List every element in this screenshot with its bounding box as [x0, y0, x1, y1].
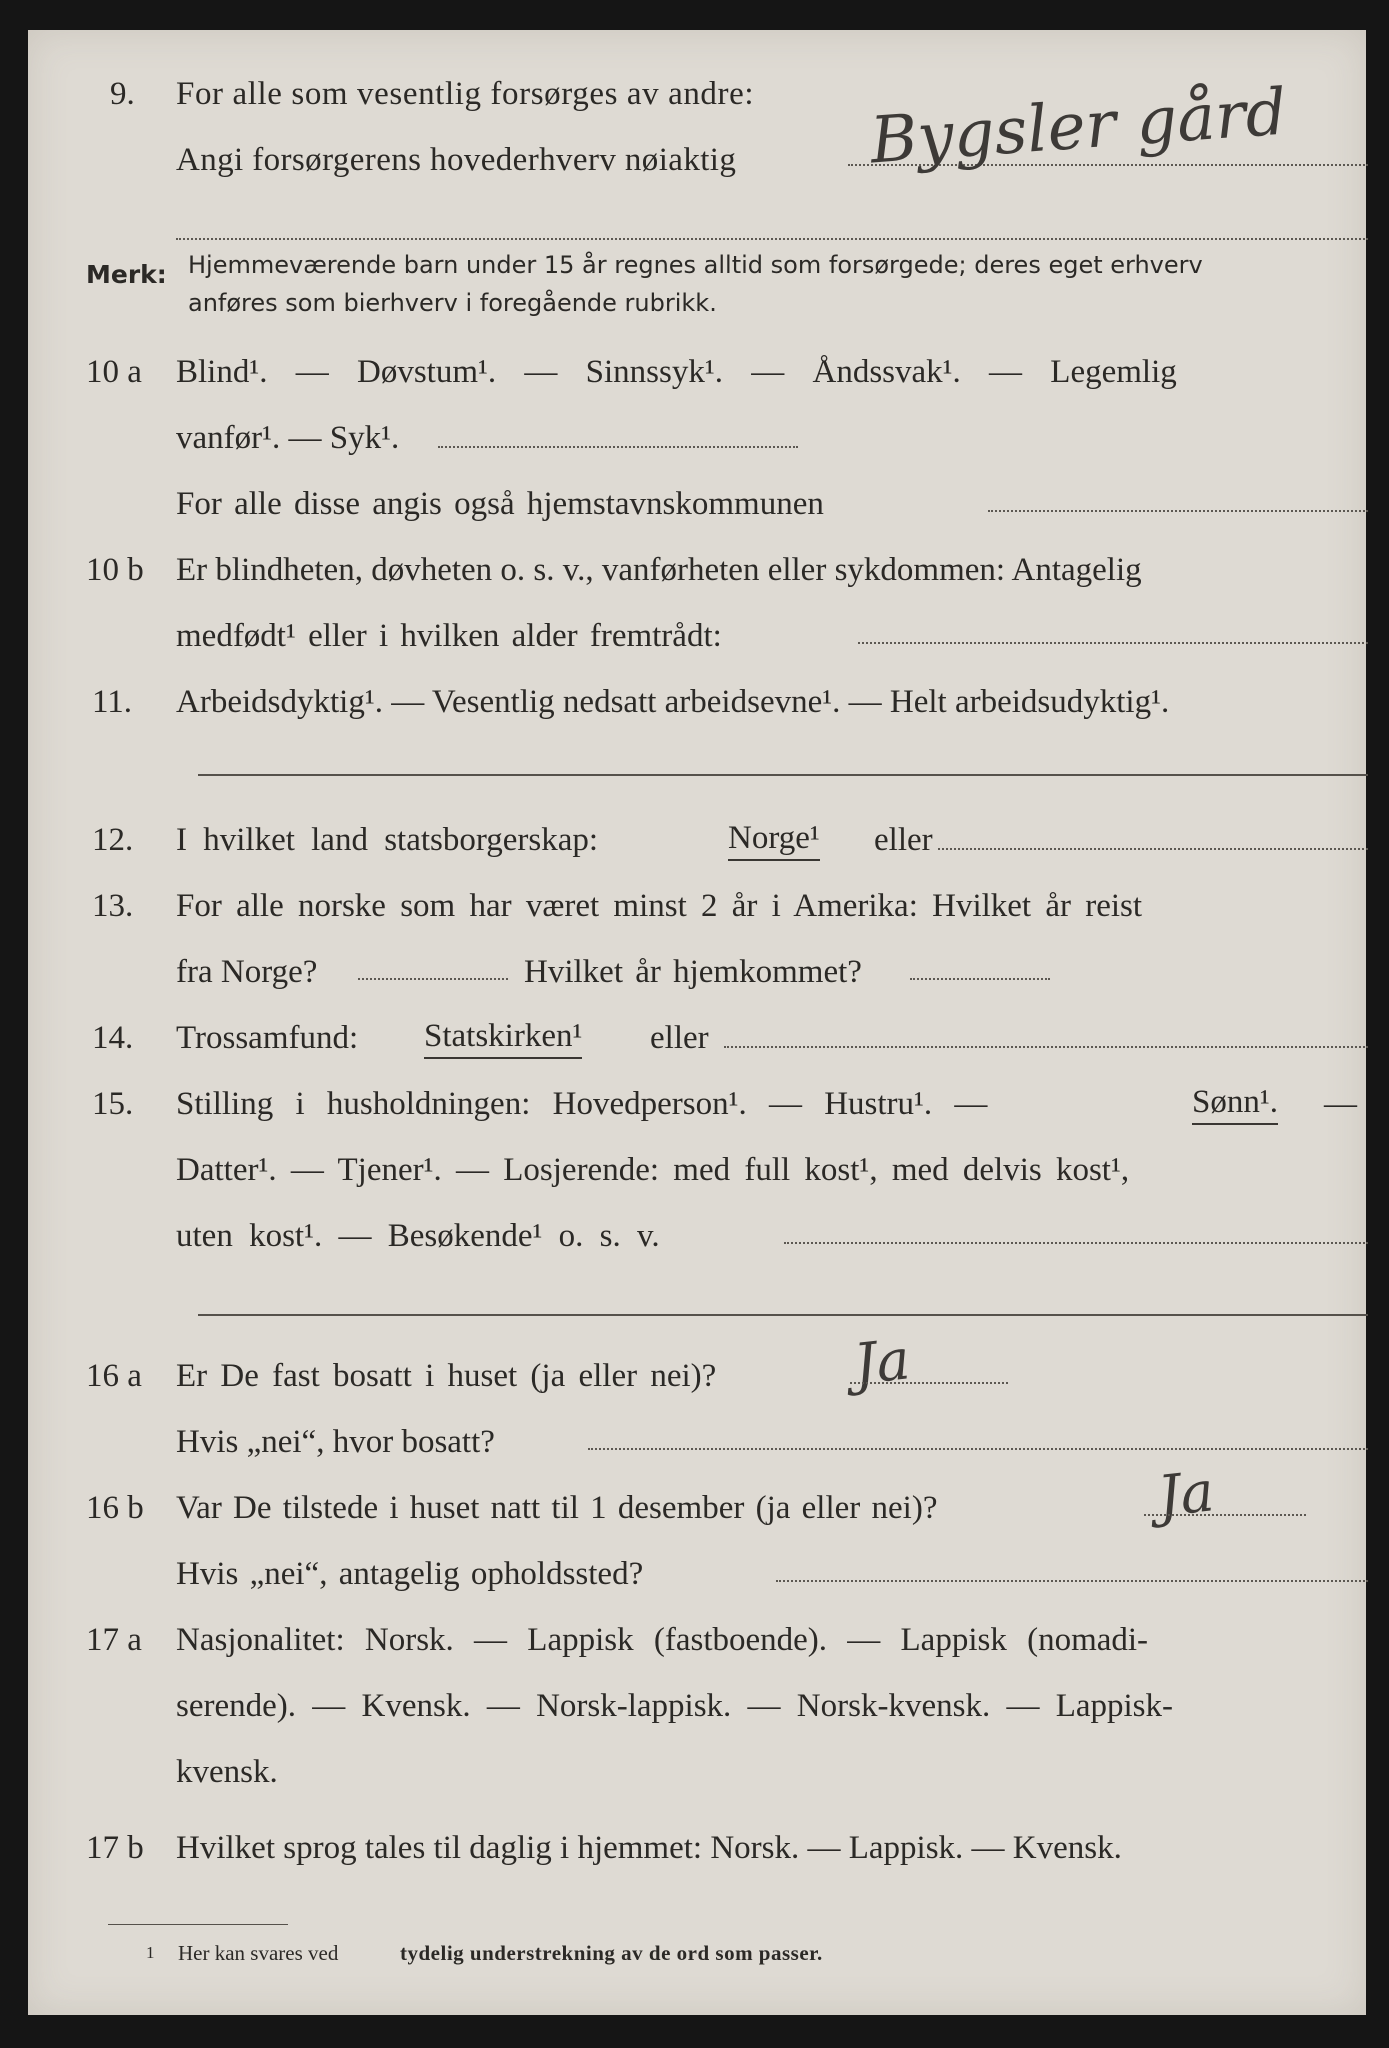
q12-option-norge: Norge¹: [728, 818, 820, 861]
q11-number: 11.: [92, 684, 133, 720]
q15-number: 15.: [92, 1086, 134, 1122]
q15-line1a: Stilling i husholdningen: Hovedperson¹. — Hustru¹. —: [176, 1086, 988, 1122]
census-form-page: [28, 30, 1366, 2015]
merk-line1: Hjemmeværende barn under 15 år regnes alltid som forsørgede; deres eget erhverv: [188, 251, 1203, 279]
merk-label: Merk:: [86, 260, 167, 289]
q15-answer-line: [784, 1242, 1368, 1244]
q16a-line2: Hvis „nei“, hvor bosatt?: [176, 1424, 495, 1460]
q17a-line3: kvensk.: [176, 1754, 278, 1790]
footnote-separator: [108, 1924, 288, 1925]
footnote-mark: 1: [146, 1943, 155, 1962]
q13-hjemkommet-line: [910, 978, 1050, 980]
q10b-number: 10 b: [86, 552, 144, 588]
q11-answer-line: [198, 774, 1368, 776]
q12-tail: eller: [874, 822, 933, 858]
q15-line3: uten kost¹. — Besøkende¹ o. s. v.: [176, 1218, 660, 1254]
q10b-line1: Er blindheten, døvheten o. s. v., vanførheten eller sykdommen: Antagelig: [176, 552, 1142, 588]
footnote-text-b: tydelig understrekning av de ord som passer.: [400, 1941, 823, 1965]
q16b-answer-line: [1144, 1514, 1306, 1516]
q16b-handwritten-answer: Ja: [1154, 1459, 1218, 1530]
q16a-line1: Er De fast bosatt i huset (ja eller nei)?: [176, 1358, 717, 1394]
q17b-number: 17 b: [86, 1830, 144, 1866]
q10a-line2: vanfør¹. — Syk¹.: [176, 420, 400, 456]
q10b-answer-line: [858, 642, 1368, 644]
q17a-number: 17 a: [86, 1622, 142, 1658]
q14-answer-line: [724, 1046, 1368, 1048]
q10b-line2: medfødt¹ eller i hvilken alder fremtrådt:: [176, 618, 722, 654]
q9-extra-line: [176, 238, 1368, 240]
q12-number: 12.: [92, 822, 134, 858]
q17a-line1: Nasjonalitet: Norsk. — Lappisk (fastboende). — Lappisk (nomadi-: [176, 1622, 1149, 1658]
q17a-line2: serende). — Kvensk. — Norsk-lappisk. — Norsk-kvensk. — Lappisk-: [176, 1688, 1174, 1724]
q16a-bosatt-line: [588, 1448, 1368, 1450]
q16b-line2: Hvis „nei“, antagelig opholdssted?: [176, 1556, 644, 1592]
q10a-line2-answer: [438, 446, 798, 448]
q16b-number: 16 b: [86, 1490, 144, 1526]
q12-answer-line: [938, 848, 1368, 850]
q14-text: Trossamfund:: [176, 1020, 359, 1056]
q9-line1: For alle som vesentlig forsørges av andre:: [176, 76, 755, 112]
q16a-answer-line: [850, 1382, 1008, 1384]
q10a-line3-answer: [988, 510, 1368, 512]
q16a-handwritten-answer: Ja: [850, 1327, 914, 1398]
merk-line2: anføres som bierhverv i foregående rubrikk.: [188, 289, 717, 317]
q14-option-statskirken: Statskirken¹: [424, 1016, 582, 1059]
q16b-opholdssted-line: [776, 1580, 1368, 1582]
q12-text: I hvilket land statsborgerskap:: [176, 822, 599, 858]
q10a-number: 10 a: [86, 354, 142, 390]
q13-line1: For alle norske som har været minst 2 år i Amerika: Hvilket år reist: [176, 888, 1143, 924]
q15-line2: Datter¹. — Tjener¹. — Losjerende: med full kost¹, med delvis kost¹,: [176, 1152, 1130, 1188]
q9-number: 9.: [110, 76, 135, 112]
q9-handwritten-answer: Bygsler gård: [867, 75, 1290, 179]
q15-option-sonn: Sønn¹.: [1192, 1082, 1278, 1125]
q9-line2: Angi forsørgerens hovederhverv nøiaktig: [176, 142, 737, 178]
q13-line2b: Hvilket år hjemkommet?: [524, 954, 862, 990]
footnote-text-a: Her kan svares ved: [178, 1941, 339, 1965]
q15-line1-dash: —: [1324, 1086, 1357, 1122]
q14-number: 14.: [92, 1020, 134, 1056]
q11-line1: Arbeidsdyktig¹. — Vesentlig nedsatt arbeidsevne¹. — Helt arbeidsudyktig¹.: [176, 684, 1170, 720]
q15-extra-line: [198, 1314, 1368, 1316]
q13-reist-line: [358, 978, 508, 980]
q10a-line3: For alle disse angis også hjemstavnskommunen: [176, 486, 824, 522]
q17b-line1: Hvilket sprog tales til daglig i hjemmet: Norsk. — Lappisk. — Kvensk.: [176, 1830, 1122, 1866]
q16a-number: 16 a: [86, 1358, 142, 1394]
q10a-line1: Blind¹. — Døvstum¹. — Sinnssyk¹. — Åndssvak¹. — Legemlig: [176, 354, 1177, 390]
q14-tail: eller: [650, 1020, 709, 1056]
q16b-line1: Var De tilstede i huset natt til 1 desember (ja eller nei)?: [176, 1490, 938, 1526]
q13-line2a: fra Norge?: [176, 954, 318, 990]
q13-number: 13.: [92, 888, 134, 924]
